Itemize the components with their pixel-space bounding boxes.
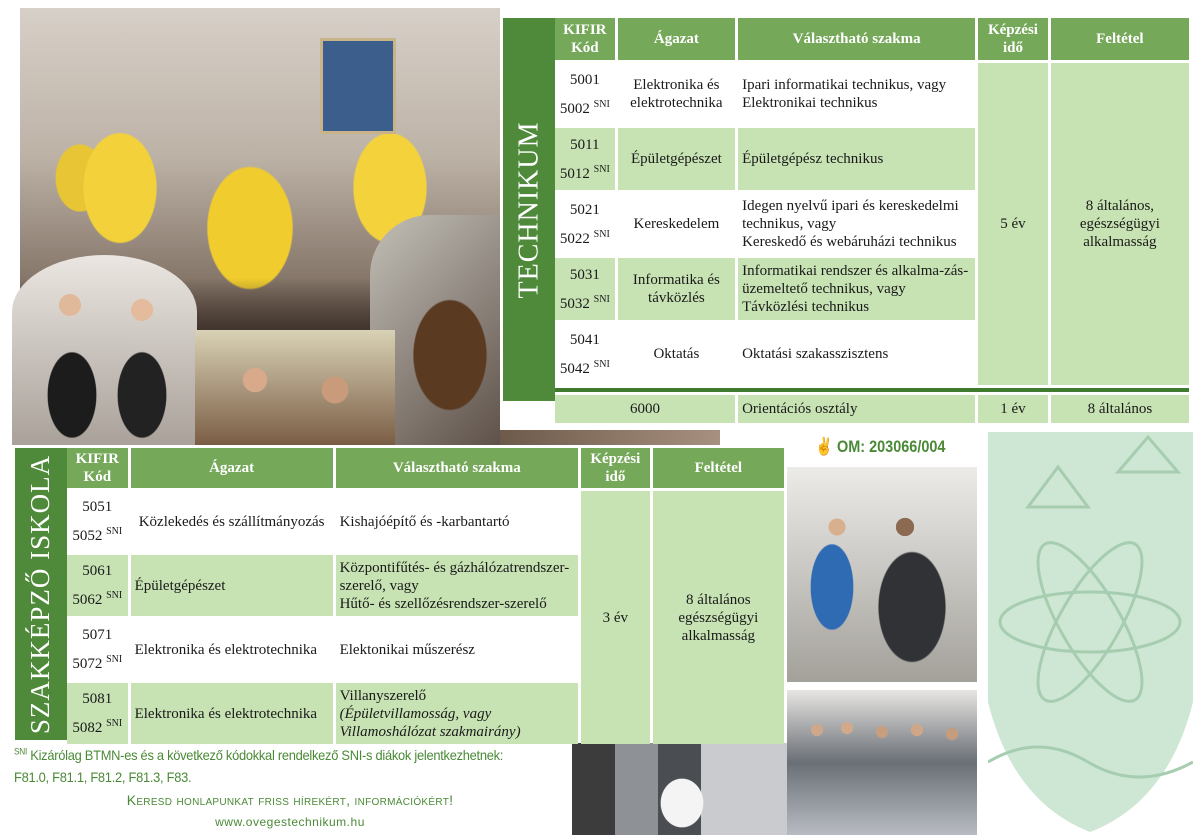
orientation-feltetel: 8 általános xyxy=(1051,395,1189,423)
om-identifier: ✌ OM: 203066/004 xyxy=(815,437,946,456)
szakma-cell: Informatikai rendszer és alkalma-zás-üzemeltető technikus, vagy Távközlési technikus xyxy=(738,258,975,320)
szakkepzo-table xyxy=(64,445,787,747)
code-cell: 5071 5072 $^{SNI}$ xyxy=(67,619,128,680)
footer-website[interactable]: www.ovegestechnikum.hu xyxy=(215,815,365,829)
separator-row xyxy=(555,388,1189,392)
table-row xyxy=(555,63,1189,125)
szakkepzo-label: SZAKKÉPZŐ ISKOLA xyxy=(15,448,67,740)
szakma-cell: Kishajóépítő és -karbantartó xyxy=(336,491,578,552)
code-cell: 5031 5032 $^{SNI}$ xyxy=(555,258,615,320)
photo-strip xyxy=(500,430,720,445)
header-ido: Képzési idő xyxy=(978,18,1048,60)
header-kod: KIFIR Kód xyxy=(555,18,615,60)
agazat-cell: Kereskedelem xyxy=(618,193,735,255)
szakma-cell: Elektonikai műszerész xyxy=(336,619,578,680)
header-kod: KIFIR Kód xyxy=(67,448,128,488)
agazat-cell: Közlekedés és szállítmányozás xyxy=(131,491,333,552)
orientation-ido: 1 év xyxy=(978,395,1048,423)
code-cell: 5051 5052 $^{SNI}$ xyxy=(67,491,128,552)
photo-workshop xyxy=(787,467,977,682)
footer-slogan: Keresd honlapunkat friss hírekért, információkért! xyxy=(126,792,454,808)
feltetel-cell: 8 általános, egészségügyi alkalmasság xyxy=(1051,63,1189,385)
ido-cell: 3 év xyxy=(581,491,650,744)
feltetel-cell: 8 általános egészségügyi alkalmasság xyxy=(653,491,784,744)
code-cell: 5041 5042 $^{SNI}$ xyxy=(555,323,615,385)
header-szakma: Választható szakma xyxy=(738,18,975,60)
szakma-cell: Oktatási szakasszisztens xyxy=(738,323,975,385)
code-cell: 5021 5022 $^{SNI}$ xyxy=(555,193,615,255)
szakma-cell: Idegen nyelvű ipari és kereskedelmi technikus, vagy Kereskedő és webáruházi technikus xyxy=(738,193,975,255)
orientation-szakma: Orientációs osztály xyxy=(738,395,975,423)
orientation-code: 6000 xyxy=(555,395,735,423)
photo-computer-lab xyxy=(572,743,787,835)
agazat-cell: Oktatás xyxy=(618,323,735,385)
agazat-cell: Épületgépészet xyxy=(618,128,735,190)
header-agazat: Ágazat xyxy=(131,448,333,488)
sni-note: $^{SNI}$ Kizárólag BTMN-es és a következő kódokkal rendelkező SNI-s diákok jelentkezhetnek: F81.0, F81.1, F81.2, F81.3, F83. xyxy=(14,746,504,786)
szakma-cell: Központifűtés- és gázhálózatrendszer-szerelő, vagy Hűtő- és szellőzésrendszer-szerelő xyxy=(336,555,578,616)
szakma-cell: Villanyszerelő (Épületvillamosság, vagy Villamoshálózat szakmairány) xyxy=(336,683,578,744)
shield-emblem-icon xyxy=(988,432,1193,832)
agazat-cell: Elektronika és elektrotechnika xyxy=(131,683,333,744)
technikum-label: TECHNIKUM xyxy=(503,18,555,401)
orientation-row xyxy=(555,395,1189,423)
szakkepzo-section xyxy=(12,445,787,743)
szakma-cell: Ipari informatikai technikus, vagy Elektronikai technikus xyxy=(738,63,975,125)
separator xyxy=(555,388,1189,392)
code-cell: 5061 5062 $^{SNI}$ xyxy=(67,555,128,616)
header-ido: Képzési idő xyxy=(581,448,650,488)
agazat-cell: Elektronika és elektrotechnika xyxy=(618,63,735,125)
technikum-table xyxy=(552,15,1192,426)
photo-teachers xyxy=(12,255,197,445)
header-agazat: Ágazat xyxy=(618,18,735,60)
agazat-cell: Elektronika és elektrotechnika xyxy=(131,619,333,680)
code-cell: 5081 5082 $^{SNI}$ xyxy=(67,683,128,744)
photo-girls xyxy=(195,330,395,445)
header-feltetel: Feltétel xyxy=(653,448,784,488)
photo-lab-group xyxy=(787,690,977,835)
agazat-cell: Épületgépészet xyxy=(131,555,333,616)
table-row xyxy=(67,491,784,552)
ido-cell: 5 év xyxy=(978,63,1048,385)
code-cell: 5011 5012 $^{SNI}$ xyxy=(555,128,615,190)
technikum-section xyxy=(500,15,1192,430)
agazat-cell: Informatika és távközlés xyxy=(618,258,735,320)
szakma-cell: Épületgépész technikus xyxy=(738,128,975,190)
header-szakma: Választható szakma xyxy=(336,448,578,488)
code-cell: 5001 5002 $^{SNI}$ xyxy=(555,63,615,125)
header-feltetel: Feltétel xyxy=(1051,18,1189,60)
